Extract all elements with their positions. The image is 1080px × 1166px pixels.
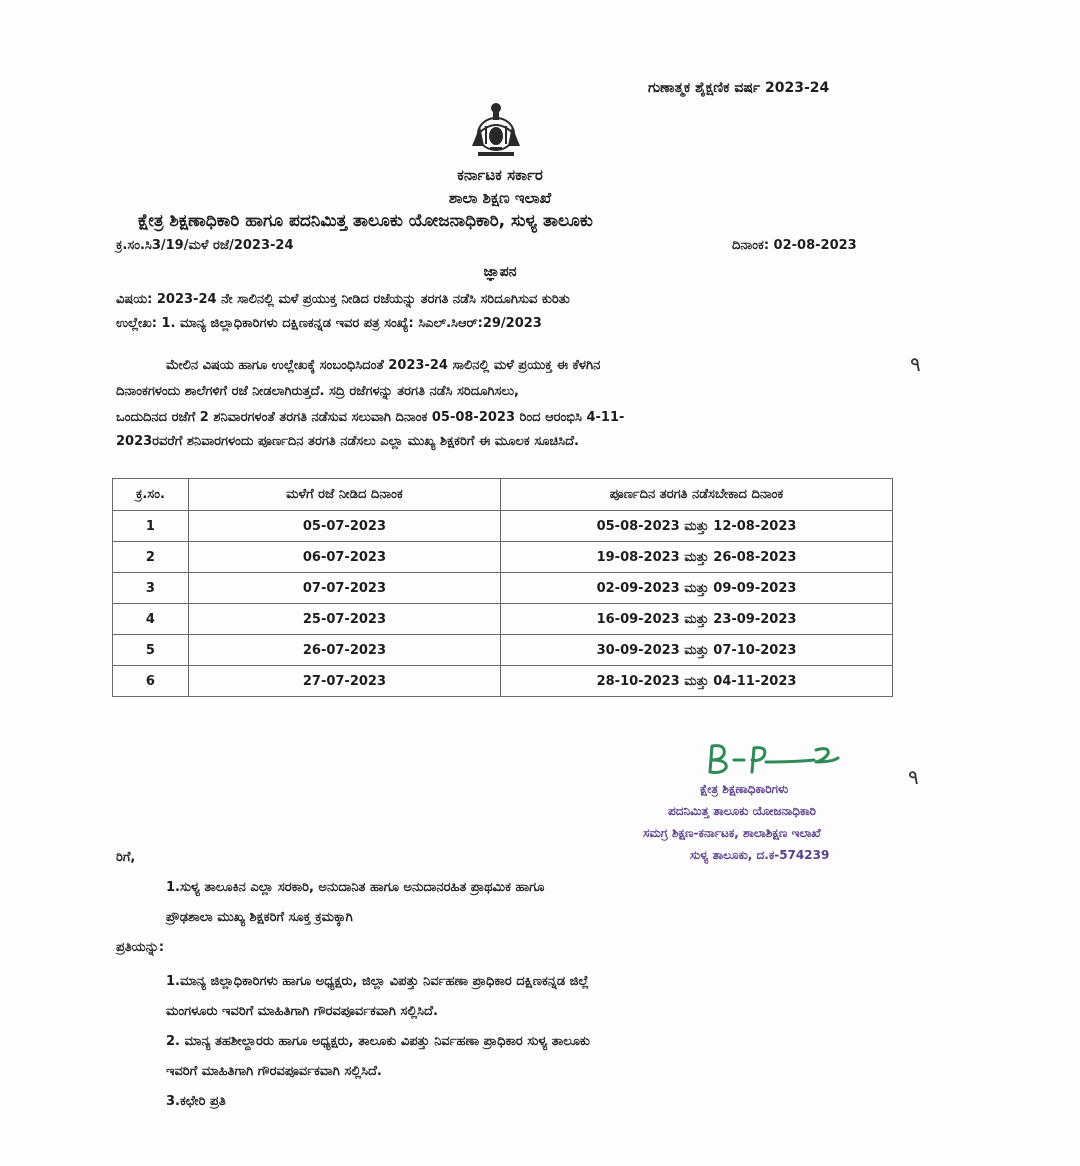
copy-line-3: 2. ಮಾನ್ಯ ತಹಶೀಲ್ದಾರರು ಹಾಗೂ ಅಧ್ಯಕ್ಷರು, ತಾಲೂಕು ವಿಪತ್ತು ನಿರ್ವಹಣಾ ಪ್ರಾಧಿಕಾರ ಸುಳ್ಯ ತಾಲೂಕು (166, 1034, 590, 1049)
cell-makeup-dates: 05-08-2023 ಮತ್ತು 12-08-2023 (501, 511, 893, 542)
office-title: ಕ್ಷೇತ್ರ ಶಿಕ್ಷಣಾಧಿಕಾರಿ ಹಾಗೂ ಪದನಿಮಿತ್ತ ತಾಲೂಕು ಯೋಜನಾಧಿಕಾರಿ, ಸುಳ್ಯ ತಾಲೂಕು (138, 211, 593, 231)
memo-title: ಜ್ಞಾಪನ (483, 264, 517, 280)
body-line-3: ಒಂದುದಿನದ ರಜೆಗೆ 2 ಶನಿವಾರಗಳಂತೆ ತರಗತಿ ನಡೆಸುವ ಸಲುವಾಗಿ ದಿನಾಂಕ 05-08-2023 ರಿಂದ ಆರಂಭಿಸಿ 4-11- (116, 410, 625, 425)
margin-tick-mark: ٩ (908, 765, 919, 789)
cell-makeup-dates: 16-09-2023 ಮತ್ತು 23-09-2023 (501, 604, 893, 635)
header-holiday-date: ಮಳೆಗೆ ರಜೆ ನೀಡಿದ ದಿನಾಂಕ (188, 479, 500, 511)
cell-serial: 6 (113, 666, 189, 697)
body-line-2: ದಿನಾಂಕಗಳಂದು ಶಾಲೆಗಳಿಗೆ ರಜೆ ನೀಡಲಾಗಿರುತ್ತದೆ. ಸದ್ರಿ ರಜೆಗಳನ್ನು ತರಗತಿ ನಡೆಸಿ ಸರಿದೂಗಿಸಲು, (116, 384, 519, 399)
cell-holiday-date: 27-07-2023 (188, 666, 500, 697)
table-row (113, 604, 893, 635)
body-line-4: 2023ರವರೆಗೆ ಶನಿವಾರಗಳಂದು ಪೂರ್ಣದಿನ ತರಗತಿ ನಡೆಸಲು ಎಲ್ಲಾ ಮುಖ್ಯ ಶಿಕ್ಷಕರಿಗೆ ಈ ಮೂಲಕ ಸೂಚಿಸಿದೆ. (116, 434, 579, 449)
reference-line: ಉಲ್ಲೇಖ: 1. ಮಾನ್ಯ ಜಿಲ್ಲಾಧಿಕಾರಿಗಳು ದಕ್ಷಿಣಕನ್ನಡ ಇವರ ಪತ್ರ ಸಂಖ್ಯೆ: ಸಿಎಲ್.ಸಿಆರ್:29/2023 (116, 316, 542, 331)
karnataka-emblem-icon (464, 96, 528, 160)
subject-line: ವಿಷಯ: 2023-24 ನೇ ಸಾಲಿನಲ್ಲಿ ಮಳೆ ಪ್ರಯುಕ್ತ ನೀಡಿದ ರಜೆಯನ್ನು ತರಗತಿ ನಡೆಸಿ ಸರಿದೂಗಿಸುವ ಕುರಿತು (116, 292, 570, 307)
signatory-role: ಪದನಿಮಿತ್ತ ತಾಲೂಕು ಯೋಜನಾಧಿಕಾರಿ (668, 804, 817, 818)
cell-holiday-date: 25-07-2023 (188, 604, 500, 635)
to-label: ರಿಗೆ, (116, 850, 136, 865)
copy-to-label: ಪ್ರತಿಯನ್ನು: (116, 940, 165, 955)
cell-makeup-dates: 28-10-2023 ಮತ್ತು 04-11-2023 (501, 666, 893, 697)
cell-holiday-date: 26-07-2023 (188, 635, 500, 666)
government-name: ಕರ್ನಾಟಕ ಸರ್ಕಾರ (457, 166, 543, 184)
academic-year-series: ಗುಣಾತ್ಮಕ ಶೈಕ್ಷಣಿಕ ವರ್ಷ 2023-24 (648, 80, 830, 96)
header-serial: ಕ್ರ.ಸಂ. (113, 479, 189, 511)
cell-holiday-date: 05-07-2023 (188, 511, 500, 542)
body-line-1: ಮೇಲಿನ ವಿಷಯ ಹಾಗೂ ಉಲ್ಲೇಖಕ್ಕೆ ಸಂಬಂಧಿಸಿದಂತೆ 2023-24 ಸಾಲಿನಲ್ಲಿ ಮಳೆ ಪ್ರಯುಕ್ತ ಈ ಕೆಳಗಿನ (166, 358, 601, 373)
table-row (113, 542, 893, 573)
cell-makeup-dates: 19-08-2023 ಮತ್ತು 26-08-2023 (501, 542, 893, 573)
table-row (113, 573, 893, 604)
signatory-designation: ಕ್ಷೇತ್ರ ಶಿಕ್ಷಣಾಧಿಕಾರಿಗಳು (700, 782, 789, 796)
header-makeup-dates: ಪೂರ್ಣದಿನ ತರಗತಿ ನಡೆಸಬೇಕಾದ ದಿನಾಂಕ (501, 479, 893, 511)
table-header-row (113, 479, 893, 511)
cell-serial: 2 (113, 542, 189, 573)
cell-holiday-date: 06-07-2023 (188, 542, 500, 573)
reference-number: ಕ್ರ.ಸಂ.ಸಿ3/19/ಮಳೆ ರಜೆ/2023-24 (116, 238, 294, 253)
issue-date: ದಿನಾಂಕ: 02-08-2023 (732, 238, 857, 253)
table-row (113, 635, 893, 666)
margin-tick-mark: ٩ (910, 352, 921, 376)
signatory-department: ಸಮಗ್ರ ಶಿಕ್ಷಣ-ಕರ್ನಾಟಕ, ಶಾಲಾಶಿಕ್ಷಣ ಇಲಾಖೆ (643, 826, 821, 840)
recipient-line-2: ಪ್ರೌಢಶಾಲಾ ಮುಖ್ಯ ಶಿಕ್ಷಕರಿಗೆ ಸೂಕ್ತ ಕ್ರಮಕ್ಕಾಗಿ (166, 910, 353, 925)
cell-serial: 5 (113, 635, 189, 666)
cell-holiday-date: 07-07-2023 (188, 573, 500, 604)
table-row (113, 511, 893, 542)
signatory-address: ಸುಳ್ಯ ತಾಲೂಕು, ದ.ಕ-574239 (690, 848, 830, 862)
cell-makeup-dates: 30-09-2023 ಮತ್ತು 07-10-2023 (501, 635, 893, 666)
cell-serial: 3 (113, 573, 189, 604)
recipient-line-1: 1.ಸುಳ್ಯ ತಾಲೂಕಿನ ಎಲ್ಲಾ ಸರಕಾರಿ, ಅನುದಾನಿತ ಹಾಗೂ ಅನುದಾನರಹಿತ ಪ್ರಾಥಮಿಕ ಹಾಗೂ (166, 880, 545, 895)
department-name: ಶಾಲಾ ಶಿಕ್ಷಣ ಇಲಾಖೆ (448, 189, 552, 207)
cell-serial: 1 (113, 511, 189, 542)
table-row (113, 666, 893, 697)
cell-makeup-dates: 02-09-2023 ಮತ್ತು 09-09-2023 (501, 573, 893, 604)
copy-line-1: 1.ಮಾನ್ಯ ಜಿಲ್ಲಾಧಿಕಾರಿಗಳು ಹಾಗೂ ಅಧ್ಯಕ್ಷರು, ಜಿಲ್ಲಾ ವಿಪತ್ತು ನಿರ್ವಹಣಾ ಪ್ರಾಧಿಕಾರ ದಕ್ಷಿಣಕನ್ನಡ ಜಿಲ್ಲೆ (166, 974, 589, 989)
copy-line-5: 3.ಕಛೇರಿ ಪ್ರತಿ (166, 1094, 226, 1109)
cell-serial: 4 (113, 604, 189, 635)
rain-holiday-schedule-table (112, 478, 893, 697)
handwritten-signature (704, 738, 854, 778)
copy-line-4: ಇವರಿಗೆ ಮಾಹಿತಿಗಾಗಿ ಗೌರವಪೂರ್ವಕವಾಗಿ ಸಲ್ಲಿಸಿದೆ. (166, 1064, 382, 1079)
copy-line-2: ಮಂಗಳೂರು ಇವರಿಗೆ ಮಾಹಿತಿಗಾಗಿ ಗೌರವಪೂರ್ವಕವಾಗಿ ಸಲ್ಲಿಸಿದೆ. (166, 1004, 438, 1019)
